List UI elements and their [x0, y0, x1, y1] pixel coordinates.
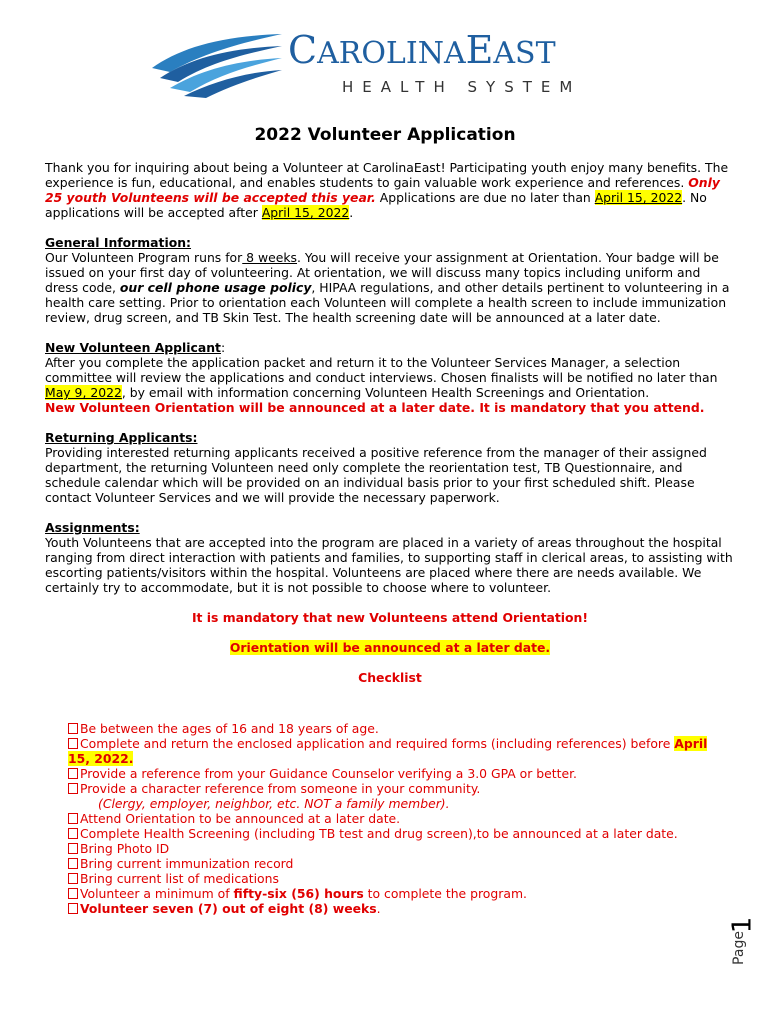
page-title: 2022 Volunteer Application — [254, 125, 516, 145]
checklist-item: Volunteer a minimum of fifty-six (56) hours to complete the program. — [68, 886, 728, 901]
orientation-notice: Orientation will be announced at a later date. — [229, 640, 551, 655]
checklist-item: Bring current immunization record — [68, 856, 728, 871]
mandatory-notice: It is mandatory that new Volunteens attend Orientation! — [191, 610, 589, 625]
checklist-item: Complete and return the enclosed application and required forms (including references) before April 15, 2022. — [68, 736, 708, 766]
general-info-section: General Information: Our Volunteen Program runs for 8 weeks. You will receive your assignment at Orientation. Your badge will be issued on your first day of volunteering. At orientation, we will discuss many topics including uniform and dress code, our cell phone usage policy, HIPAA regulations, and other details pertinent to volunteering in a health care setting. Prior to orientation each Volunteen will complete a health screen to include immunization review, drug screen, and TB Skin Test. The health screening date will be announced at a later date. — [45, 235, 730, 325]
checklist-item: Be between the ages of 16 and 18 years of age. — [68, 721, 728, 736]
document-body — [45, 160, 735, 700]
section-heading: New Volunteen Applicant — [45, 340, 221, 355]
checklist-item: Attend Orientation to be announced at a later date. — [68, 811, 728, 826]
assignments-section: Assignments: Youth Volunteens that are accepted into the program are placed in a variety of areas throughout the hospital ranging from direct interaction with patients and families, to supporting staff in clerical areas, to assisting with escorting patients/visitors within the hospital. Volunteens are placed where there are needs available. We certainly try to accommodate, but it is not possible to choose where to volunteer. — [45, 520, 733, 595]
checklist-item: Bring current list of medications — [68, 871, 728, 886]
page-number-value: 1 — [727, 916, 758, 934]
checklist-item: Provide a reference from your Guidance Counselor verifying a 3.0 GPA or better. — [68, 766, 728, 781]
checklist-title: Checklist — [358, 670, 422, 685]
checkbox[interactable] — [68, 843, 78, 854]
brand-subtitle: HEALTH SYSTEM — [342, 78, 582, 96]
checkbox[interactable] — [68, 768, 78, 779]
checklist-item: Volunteer seven (7) out of eight (8) weeks. — [68, 901, 728, 916]
new-applicant-section: New Volunteen Applicant: After you complete the application packet and return it to the Volunteer Services Manager, a selection committee will review the applications and conduct interviews. Chosen finalists will be notified no later than May 9, 2022, by email with information concerning Volunteen Health Screenings and Orientation. New Volunteen Orientation will be announced at a later date. It is mandatory that you attend. — [45, 340, 718, 415]
carolinaeast-logo — [150, 26, 620, 102]
checkbox[interactable] — [68, 828, 78, 839]
section-heading: Returning Applicants: — [45, 430, 198, 445]
page-label: Page — [730, 931, 747, 965]
checkbox[interactable] — [68, 813, 78, 824]
brand-name: CAROLINAEAST — [288, 28, 556, 72]
checkbox[interactable] — [68, 723, 78, 734]
checklist-note: (Clergy, employer, neighbor, etc. NOT a family member). — [98, 796, 450, 811]
intro-paragraph: Thank you for inquiring about being a Volunteer at CarolinaEast! Participating youth enjoy many benefits. The experience is fun, educational, and enables students to gain valuable work experience and references. Only 25 youth Volunteens will be accepted this year. Applications are due no later than April 15, 2022. No applications will be accepted after April 15, 2022. — [45, 160, 729, 220]
checklist-item: Bring Photo ID — [68, 841, 728, 856]
checkbox[interactable] — [68, 738, 78, 749]
checklist-item: Provide a character reference from someone in your community. — [68, 781, 728, 796]
checkbox[interactable] — [68, 873, 78, 884]
checkbox[interactable] — [68, 858, 78, 869]
page-number — [728, 910, 768, 970]
section-heading: Assignments: — [45, 520, 140, 535]
checkbox[interactable] — [68, 888, 78, 899]
returning-section: Returning Applicants: Providing interested returning applicants received a positive reference from the manager of their assigned department, the returning Volunteen need only complete the reorientation test, TB Questionnaire, and schedule calendar which will be provided on an individual basis prior to your first scheduled shift. Please contact Volunteer Services and we will provide the necessary paperwork. — [45, 430, 707, 505]
section-heading: General Information: — [45, 235, 192, 250]
checkbox[interactable] — [68, 903, 78, 914]
checklist-item: Complete Health Screening (including TB test and drug screen),to be announced at a later date. — [68, 826, 728, 841]
checkbox[interactable] — [68, 783, 78, 794]
wave-logo-icon — [150, 28, 285, 98]
checklist — [68, 721, 728, 916]
